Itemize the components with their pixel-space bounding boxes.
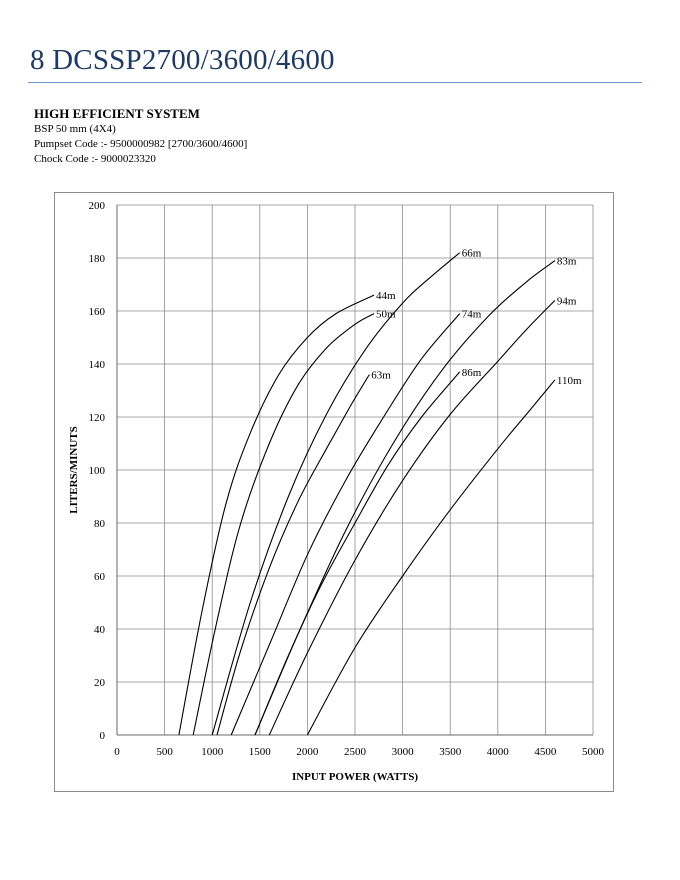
y-tick-label: 60 — [94, 571, 105, 583]
y-tick-label: 120 — [88, 412, 105, 424]
y-tick-label: 40 — [94, 624, 105, 636]
x-tick-label: 1000 — [201, 746, 224, 758]
chart-frame — [54, 192, 614, 792]
y-axis-title: LITERS/MINUTS — [68, 426, 80, 514]
series-line-66m — [212, 253, 460, 735]
bsp-line: BSP 50 mm (4X4) — [34, 123, 116, 135]
y-tick-label: 20 — [94, 677, 105, 689]
series-label-50m: 50m — [376, 308, 396, 321]
series-label-86m: 86m — [461, 366, 482, 379]
y-tick-label: 180 — [88, 253, 105, 265]
x-tick-label: 4000 — [486, 746, 509, 758]
x-tick-label: 3500 — [439, 746, 462, 758]
series-line-63m — [217, 375, 369, 735]
series-label-74m: 74m — [461, 308, 482, 321]
series-lines — [179, 253, 555, 735]
series-label-63m: 63m — [371, 369, 391, 382]
series-label-44m: 44m — [376, 290, 396, 303]
series-line-44m — [179, 295, 374, 735]
x-tick-label: 5000 — [582, 746, 604, 758]
series-label-83m: 83m — [556, 255, 577, 268]
y-tick-label: 200 — [88, 200, 105, 212]
series-label-110m: 110m — [556, 374, 582, 387]
y-tick-label: 80 — [94, 518, 105, 530]
performance-chart — [55, 193, 613, 791]
y-tick-label: 0 — [99, 730, 105, 742]
x-tick-label: 2000 — [296, 746, 319, 758]
series-line-74m — [231, 314, 460, 735]
pumpset-code-line: Pumpset Code :- 9500000982 [2700/3600/4600] — [34, 138, 248, 150]
x-tick-label: 500 — [156, 746, 173, 758]
y-tick-label: 160 — [88, 306, 105, 318]
x-tick-label: 0 — [114, 746, 120, 758]
y-tick-label: 140 — [88, 359, 105, 371]
grid — [117, 205, 593, 735]
x-tick-label: 1500 — [248, 746, 271, 758]
series-label-94m: 94m — [556, 295, 577, 308]
x-tick-label: 2500 — [344, 746, 366, 758]
chock-code-line: Chock Code :- 9000023320 — [34, 153, 156, 165]
x-axis-title: INPUT POWER (WATTS) — [291, 771, 419, 783]
page-title: 8 DCSSP2700/3600/4600 — [30, 44, 335, 76]
y-tick-label: 100 — [88, 465, 105, 477]
info-block — [34, 106, 247, 167]
x-tick-label: 3000 — [391, 746, 414, 758]
series-line-86m — [255, 369, 460, 735]
title-divider — [28, 82, 642, 83]
x-tick-label: 4500 — [534, 746, 557, 758]
system-heading: HIGH EFFICIENT SYSTEM — [34, 106, 200, 121]
series-label-66m: 66m — [461, 247, 482, 260]
series-line-94m — [269, 300, 555, 735]
